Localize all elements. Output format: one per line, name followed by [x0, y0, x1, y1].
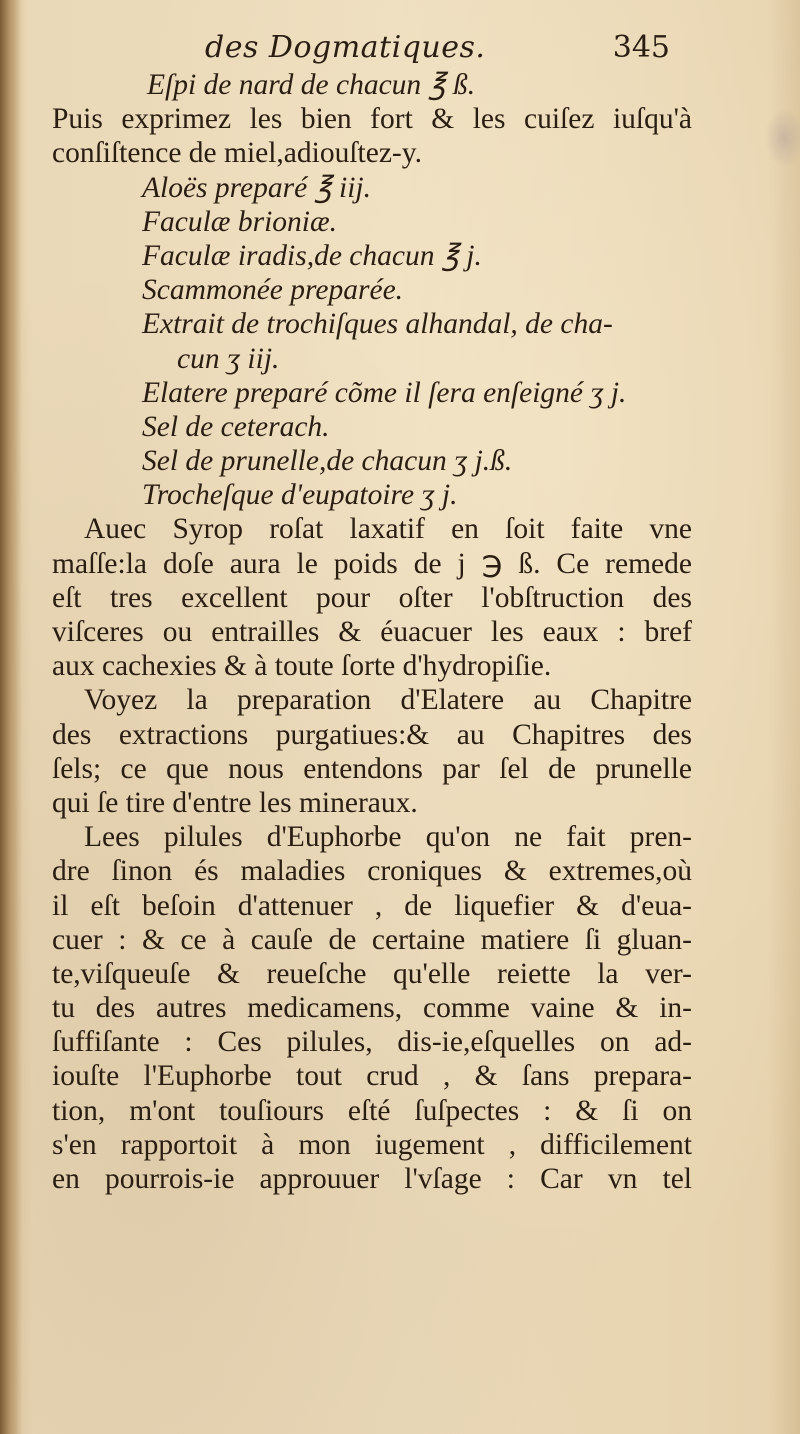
recipe-line: Aloës preparé ℥ iij. — [142, 171, 371, 204]
page-body — [52, 68, 692, 1196]
page-number: 345 — [612, 30, 670, 65]
text-line: il eſt beſoin d'attenuer , de liquefier & d'eua- — [52, 889, 692, 922]
text-line: Lees pilules d'Euphorbe qu'on ne fait pren- — [84, 821, 692, 854]
recipe-line: Faculæ iradis,de chacun ℥ j. — [142, 239, 482, 272]
recipe-line: Extrait de trochiſques alhandal, de cha- — [142, 308, 613, 341]
recipe-line: Scammonée preparée. — [142, 274, 404, 307]
running-title: des Dogmatiques. — [205, 30, 486, 65]
recipe-line: Trocheſque d'eupatoire ʒ j. — [142, 479, 458, 512]
text-line: cuer : & ce à cauſe de certaine matiere ſi gluan- — [52, 923, 692, 956]
book-spine-shadow — [0, 0, 22, 1434]
text-line: eſt tres excellent pour oſter l'obſtruction des — [52, 581, 692, 614]
text-line: tion, m'ont touſiours eſté ſuſpectes : & ſi on — [52, 1094, 692, 1127]
recipe-line: Sel de prunelle,de chacun ʒ j.ß. — [142, 445, 513, 478]
text-line: aux cachexies & à toute ſorte d'hydropiſie. — [52, 650, 552, 683]
recipe-line: Sel de ceterach. — [142, 410, 330, 443]
text-line: conſiſtence de miel,adiouſtez-y. — [52, 137, 422, 170]
text-line: Auec Syrop roſat laxatif en ſoit faite vne — [84, 513, 692, 546]
text-line: des extractions purgatiues:& au Chapitres des — [52, 718, 692, 751]
text-line: ſels; ce que nous entendons par ſel de prunelle — [52, 752, 692, 785]
text-line: maſſe:la doſe aura le poids de j ℈ ß. Ce remede — [52, 547, 692, 580]
text-line: viſceres ou entrailles & éuacuer les eaux : bref — [52, 616, 692, 648]
text-line: iouſte l'Euphorbe tout crud , & ſans prepara- — [52, 1060, 692, 1093]
recipe-line: Elatere preparé cõme il ſera enſeigné ʒ j. — [142, 376, 627, 409]
text-line: ſuffiſante : Ces pilules, dis-ie,eſquelles on ad- — [52, 1026, 692, 1059]
text-line: s'en rapportoit à mon iugement , difficilement — [52, 1128, 692, 1161]
text-line: qui ſe tire d'entre les mineraux. — [52, 786, 418, 819]
text-line: te,viſqueuſe & reueſche qu'elle reiette la ver- — [52, 957, 692, 990]
text-line: Voyez la preparation d'Elatere au Chapitre — [84, 684, 692, 717]
recipe-line: Faculæ brioniæ. — [142, 205, 338, 238]
recipe-line: Eſpi de nard de chacun ℥ ß. — [147, 69, 476, 101]
recipe-line: cun ʒ iij. — [177, 342, 280, 375]
page-header — [205, 22, 670, 72]
text-line: en pourrois-ie approuuer l'vſage : Car vn tel — [52, 1163, 692, 1195]
text-line: dre ſinon és maladies croniques & extremes,où — [52, 855, 692, 888]
text-line: tu des autres medicamens, comme vaine & in- — [52, 992, 692, 1025]
ink-stain — [764, 108, 800, 168]
text-line: Puis exprimez les bien fort & les cuiſez iuſqu'à — [52, 103, 692, 136]
